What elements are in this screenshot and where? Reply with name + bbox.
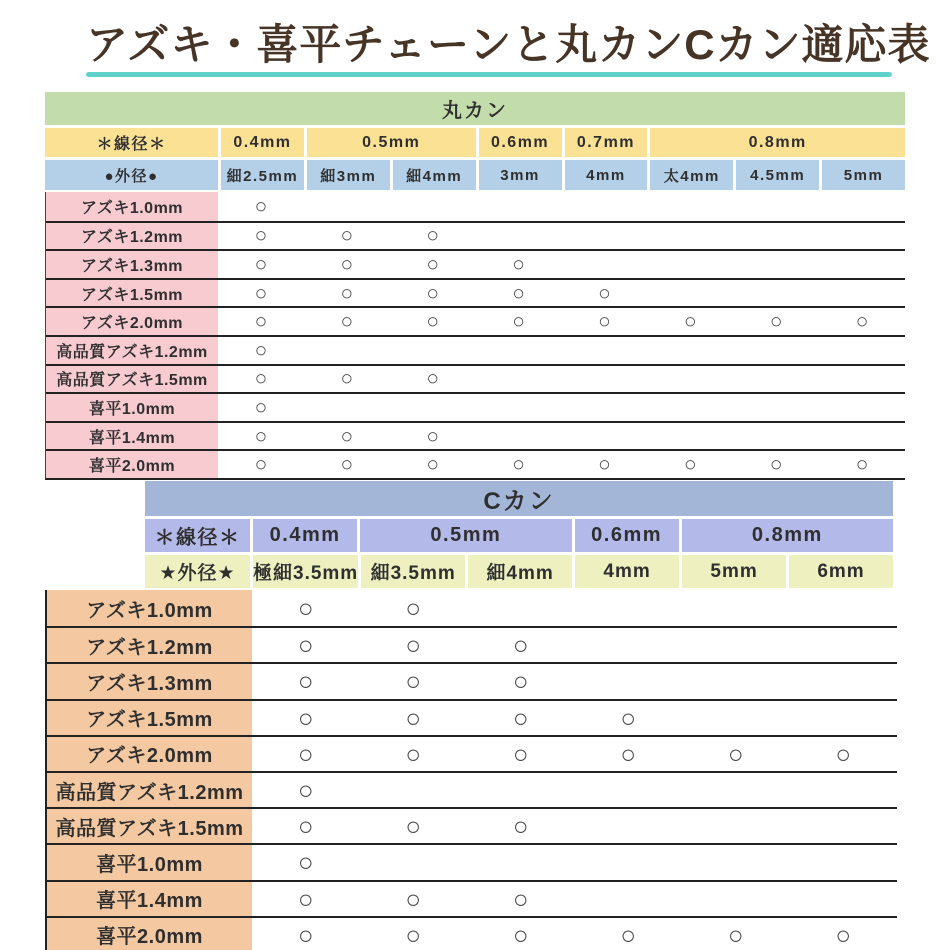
table-row bbox=[46, 278, 905, 307]
compat-cell: ○ bbox=[405, 702, 422, 733]
compat-cell: ○ bbox=[254, 395, 268, 419]
table-row bbox=[47, 735, 897, 771]
row-label: アズキ1.2mm bbox=[47, 628, 252, 662]
compat-cell: ○ bbox=[835, 919, 852, 950]
compat-cell: ○ bbox=[620, 738, 637, 769]
compat-cell: ○ bbox=[512, 252, 525, 276]
row-label: 高品質アズキ1.5mm bbox=[47, 809, 252, 843]
compat-cell: ○ bbox=[426, 310, 440, 334]
marukan-table-body bbox=[45, 192, 905, 480]
compat-cell: ○ bbox=[254, 281, 268, 305]
ckan-outer-diameter-row bbox=[145, 555, 893, 588]
compat-cell: ○ bbox=[340, 224, 354, 248]
table-row bbox=[47, 807, 897, 843]
compat-cell bbox=[790, 882, 898, 916]
compat-cell bbox=[562, 423, 648, 450]
compat-cell bbox=[476, 223, 562, 250]
compat-cell bbox=[733, 423, 819, 450]
outer-diameter-header-cell: 6mm bbox=[789, 555, 893, 588]
compat-cell bbox=[682, 628, 790, 662]
compat-cell bbox=[790, 845, 898, 879]
title-underline bbox=[86, 72, 892, 77]
compat-cell: ○ bbox=[620, 919, 637, 950]
wire-diameter-header-cell: 0.8mm bbox=[650, 128, 905, 157]
compat-cell: ○ bbox=[426, 367, 440, 391]
compat-cell bbox=[562, 192, 648, 221]
compat-cell bbox=[476, 423, 562, 450]
compat-cell bbox=[819, 394, 905, 421]
compat-cell: ○ bbox=[512, 453, 525, 477]
compat-cell bbox=[575, 664, 683, 698]
compat-cell bbox=[733, 251, 819, 278]
compat-cell bbox=[819, 423, 905, 450]
compat-cell bbox=[682, 664, 790, 698]
compat-cell bbox=[304, 192, 390, 221]
row-label: 高品質アズキ1.5mm bbox=[46, 366, 218, 393]
compat-cell bbox=[647, 337, 733, 364]
table-row bbox=[47, 662, 897, 698]
compat-cell bbox=[819, 366, 905, 393]
table-row bbox=[47, 771, 897, 807]
compat-cell bbox=[467, 773, 575, 807]
ckan-table-header bbox=[145, 481, 893, 588]
compat-cell bbox=[682, 845, 790, 879]
compat-cell: ○ bbox=[426, 281, 440, 305]
ckan-table bbox=[45, 481, 897, 950]
outer-diameter-header-cell: 細2.5mm bbox=[221, 160, 304, 190]
compat-cell: ○ bbox=[297, 738, 314, 769]
compat-cell bbox=[575, 882, 683, 916]
compat-cell bbox=[682, 590, 790, 626]
compat-cell: ○ bbox=[297, 775, 314, 806]
compat-cell bbox=[390, 192, 476, 221]
wire-diameter-header-cell: 0.6mm bbox=[479, 128, 562, 157]
compat-cell: ○ bbox=[405, 883, 422, 914]
row-label: アズキ1.2mm bbox=[46, 223, 218, 250]
wire-diameter-header-cell: 0.4mm bbox=[253, 519, 357, 552]
compat-cell bbox=[575, 628, 683, 662]
compat-cell bbox=[304, 394, 390, 421]
row-label: 高品質アズキ1.2mm bbox=[46, 337, 218, 364]
compat-cell bbox=[682, 773, 790, 807]
compat-cell: ○ bbox=[405, 811, 422, 842]
row-label: 喜平2.0mm bbox=[47, 918, 252, 950]
compat-cell bbox=[360, 845, 468, 879]
row-label: アズキ1.5mm bbox=[46, 280, 218, 307]
compat-cell: ○ bbox=[727, 738, 744, 769]
table-row bbox=[47, 626, 897, 662]
compat-cell bbox=[733, 223, 819, 250]
wire-diameter-header-cell: 0.6mm bbox=[575, 519, 679, 552]
compat-cell bbox=[562, 223, 648, 250]
compat-cell bbox=[790, 773, 898, 807]
compat-cell: ○ bbox=[769, 453, 783, 477]
table-row bbox=[46, 364, 905, 393]
compat-cell bbox=[562, 251, 648, 278]
compat-cell: ○ bbox=[405, 738, 422, 769]
wire-diameter-header-cell: 0.8mm bbox=[682, 519, 893, 552]
compat-cell: ○ bbox=[512, 281, 525, 305]
wire-diameter-corner-label: ＊線径＊ bbox=[45, 128, 218, 157]
compat-cell bbox=[790, 809, 898, 843]
compat-cell bbox=[467, 590, 575, 626]
compat-cell bbox=[647, 423, 733, 450]
compat-cell bbox=[733, 192, 819, 221]
compat-cell bbox=[733, 337, 819, 364]
compat-cell: ○ bbox=[405, 919, 422, 950]
compat-cell: ○ bbox=[254, 252, 268, 276]
table-row bbox=[46, 421, 905, 450]
compat-cell bbox=[647, 223, 733, 250]
compat-cell: ○ bbox=[297, 666, 314, 697]
outer-diameter-header-cell: 細3mm bbox=[307, 160, 390, 190]
marukan-outer-diameter-row bbox=[45, 160, 905, 190]
compat-cell bbox=[733, 280, 819, 307]
table-row bbox=[46, 221, 905, 250]
wire-diameter-header-cell: 0.5mm bbox=[307, 128, 476, 157]
compat-cell: ○ bbox=[340, 281, 354, 305]
compat-cell bbox=[360, 773, 468, 807]
compat-cell: ○ bbox=[254, 224, 268, 248]
compat-cell: ○ bbox=[727, 919, 744, 950]
wire-diameter-header-cell: 0.5mm bbox=[360, 519, 571, 552]
compat-cell: ○ bbox=[683, 310, 697, 334]
table-row bbox=[47, 880, 897, 916]
compat-cell: ○ bbox=[426, 453, 440, 477]
compat-cell: ○ bbox=[297, 847, 314, 878]
compat-cell bbox=[575, 809, 683, 843]
table-row bbox=[47, 699, 897, 735]
compat-cell bbox=[790, 590, 898, 626]
compat-cell bbox=[647, 394, 733, 421]
table-row bbox=[47, 843, 897, 879]
outer-diameter-header-cell: 4mm bbox=[575, 555, 679, 588]
compat-cell: ○ bbox=[254, 310, 268, 334]
table-row bbox=[46, 449, 905, 478]
compat-cell bbox=[476, 192, 562, 221]
compat-cell bbox=[476, 394, 562, 421]
outer-diameter-header-cell: 細4mm bbox=[393, 160, 476, 190]
compat-cell bbox=[790, 701, 898, 735]
outer-diameter-header-cell: 4.5mm bbox=[736, 160, 819, 190]
compat-cell: ○ bbox=[598, 310, 611, 334]
compat-cell bbox=[467, 845, 575, 879]
compat-cell: ○ bbox=[512, 883, 529, 914]
table-row bbox=[47, 590, 897, 626]
compat-cell: ○ bbox=[297, 630, 314, 661]
compat-cell bbox=[562, 337, 648, 364]
compat-cell bbox=[819, 251, 905, 278]
compat-cell bbox=[647, 192, 733, 221]
table-row bbox=[46, 335, 905, 364]
compat-cell: ○ bbox=[297, 593, 314, 624]
compat-cell: ○ bbox=[769, 310, 783, 334]
compat-cell bbox=[790, 664, 898, 698]
ckan-table-title: Cカン bbox=[145, 481, 893, 516]
compat-cell: ○ bbox=[426, 424, 440, 448]
compat-cell: ○ bbox=[297, 883, 314, 914]
outer-diameter-corner-label: ●外径● bbox=[45, 160, 218, 190]
row-label: アズキ1.0mm bbox=[47, 590, 252, 626]
wire-diameter-header-cell: 0.7mm bbox=[565, 128, 648, 157]
row-label: アズキ1.5mm bbox=[47, 701, 252, 735]
compat-cell bbox=[476, 337, 562, 364]
compat-cell: ○ bbox=[512, 666, 529, 697]
compat-cell: ○ bbox=[512, 630, 529, 661]
compat-cell bbox=[682, 701, 790, 735]
compat-cell: ○ bbox=[512, 702, 529, 733]
compat-cell bbox=[819, 337, 905, 364]
outer-diameter-header-cell: 細3.5mm bbox=[361, 555, 465, 588]
wire-diameter-corner-label: ＊線径＊ bbox=[145, 519, 250, 552]
compat-cell: ○ bbox=[683, 453, 697, 477]
compat-cell bbox=[647, 366, 733, 393]
compat-cell: ○ bbox=[426, 224, 440, 248]
compat-cell bbox=[647, 280, 733, 307]
compat-cell bbox=[790, 628, 898, 662]
row-label: 喜平1.0mm bbox=[47, 845, 252, 879]
compat-cell: ○ bbox=[340, 252, 354, 276]
row-label: アズキ1.3mm bbox=[46, 251, 218, 278]
compat-cell: ○ bbox=[254, 338, 268, 362]
compat-cell: ○ bbox=[340, 367, 354, 391]
compat-cell bbox=[390, 337, 476, 364]
compat-cell: ○ bbox=[598, 281, 611, 305]
compat-cell bbox=[733, 366, 819, 393]
row-label: 喜平1.0mm bbox=[46, 394, 218, 421]
compat-cell bbox=[682, 809, 790, 843]
compat-cell: ○ bbox=[340, 424, 354, 448]
compat-cell bbox=[390, 394, 476, 421]
compat-cell: ○ bbox=[254, 367, 268, 391]
outer-diameter-header-cell: 4mm bbox=[565, 160, 648, 190]
compat-cell: ○ bbox=[620, 702, 637, 733]
compat-cell: ○ bbox=[855, 310, 869, 334]
table-row bbox=[46, 306, 905, 335]
marukan-table bbox=[45, 92, 905, 480]
compat-cell: ○ bbox=[512, 310, 525, 334]
table-row bbox=[47, 916, 897, 950]
compat-cell: ○ bbox=[254, 424, 268, 448]
compat-cell: ○ bbox=[598, 453, 611, 477]
ckan-wire-diameter-row bbox=[145, 519, 893, 552]
row-label: 喜平2.0mm bbox=[46, 451, 218, 478]
compat-cell bbox=[562, 394, 648, 421]
compat-cell bbox=[575, 845, 683, 879]
page-title: アズキ・喜平チェーンと丸カンCカン適応表 bbox=[86, 21, 931, 68]
compat-cell: ○ bbox=[297, 811, 314, 842]
compat-cell: ○ bbox=[254, 453, 268, 477]
compat-cell bbox=[562, 366, 648, 393]
row-label: アズキ1.0mm bbox=[46, 192, 218, 221]
marukan-wire-diameter-row bbox=[45, 128, 905, 157]
compat-cell: ○ bbox=[405, 630, 422, 661]
outer-diameter-header-cell: 極細3.5mm bbox=[253, 555, 358, 588]
compat-cell: ○ bbox=[254, 194, 268, 218]
compat-cell: ○ bbox=[405, 666, 422, 697]
compat-cell bbox=[575, 590, 683, 626]
row-label: 喜平1.4mm bbox=[47, 882, 252, 916]
row-label: アズキ1.3mm bbox=[47, 664, 252, 698]
compat-cell: ○ bbox=[512, 811, 529, 842]
table-row bbox=[46, 249, 905, 278]
outer-diameter-corner-label: ★外径★ bbox=[145, 555, 250, 588]
compat-cell: ○ bbox=[835, 738, 852, 769]
compat-cell: ○ bbox=[512, 738, 529, 769]
compat-cell bbox=[304, 337, 390, 364]
compat-cell bbox=[819, 192, 905, 221]
compat-cell: ○ bbox=[297, 919, 314, 950]
compat-cell bbox=[682, 882, 790, 916]
compat-cell bbox=[647, 251, 733, 278]
row-label: 喜平1.4mm bbox=[46, 423, 218, 450]
compat-cell bbox=[733, 394, 819, 421]
row-label: アズキ2.0mm bbox=[46, 308, 218, 335]
table-row bbox=[46, 392, 905, 421]
outer-diameter-header-cell: 細4mm bbox=[468, 555, 572, 588]
outer-diameter-header-cell: 太4mm bbox=[650, 160, 733, 190]
compat-cell: ○ bbox=[855, 453, 869, 477]
compat-cell: ○ bbox=[426, 252, 440, 276]
compat-cell bbox=[819, 223, 905, 250]
outer-diameter-header-cell: 5mm bbox=[682, 555, 786, 588]
compat-cell: ○ bbox=[512, 919, 529, 950]
row-label: アズキ2.0mm bbox=[47, 737, 252, 771]
wire-diameter-header-cell: 0.4mm bbox=[221, 128, 304, 157]
page-title-block bbox=[86, 20, 931, 77]
ckan-table-body bbox=[45, 590, 897, 950]
outer-diameter-header-cell: 3mm bbox=[479, 160, 562, 190]
compat-cell: ○ bbox=[340, 453, 354, 477]
outer-diameter-header-cell: 5mm bbox=[822, 160, 905, 190]
row-label: 高品質アズキ1.2mm bbox=[47, 773, 252, 807]
marukan-table-title: 丸カン bbox=[45, 92, 905, 125]
compat-cell: ○ bbox=[297, 702, 314, 733]
compat-cell: ○ bbox=[405, 593, 422, 624]
compat-cell bbox=[819, 280, 905, 307]
compat-cell bbox=[476, 366, 562, 393]
table-row bbox=[46, 192, 905, 221]
compat-cell: ○ bbox=[340, 310, 354, 334]
compat-cell bbox=[575, 773, 683, 807]
